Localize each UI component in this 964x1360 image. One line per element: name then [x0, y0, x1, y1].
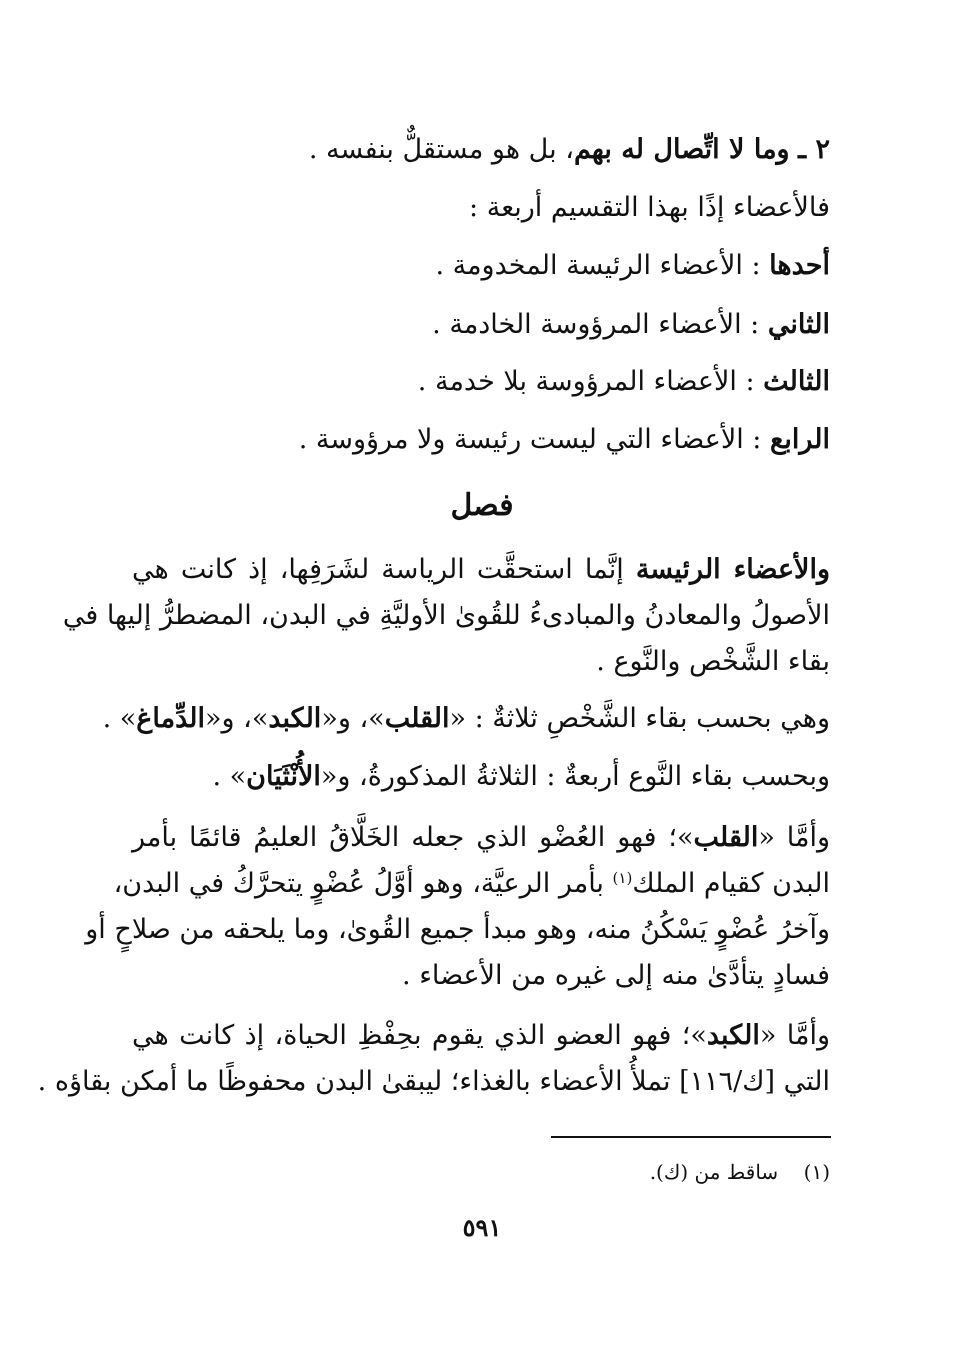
text-span: »، و« — [204, 703, 269, 734]
paragraph-line — [103, 705, 830, 732]
text-span: بقاء الشَّخْص والنَّوع . — [596, 646, 830, 677]
page-number: ٥٩١ — [462, 1213, 502, 1242]
text-span: وأمَّا « — [758, 822, 830, 853]
list-number: ٢ ـ — [798, 134, 830, 165]
text-line — [469, 194, 830, 221]
paragraph-line — [62, 600, 830, 631]
paragraph-line — [132, 824, 830, 851]
text-span: الأصولُ والمعادنُ والمبادىءُ للقُوىٰ الأوليَّةِ في البدن، المضطرُّ إليها في — [62, 600, 830, 631]
bold-term: الكبد — [706, 1020, 760, 1051]
text-span: فالأعضاء إذًا بهذا التقسيم أربعة : — [469, 192, 830, 223]
list-item-label: الرابع — [769, 424, 830, 455]
list-item-label: الثالث — [763, 366, 830, 397]
text-span: »؛ فهو العضو الذي يقوم بحِفْظِ الحياة، إذ كانت هي — [132, 1020, 707, 1051]
text-span: وأمَّا « — [759, 1020, 830, 1051]
footnote-text: ساقط من (ك). — [649, 1160, 779, 1184]
list-item — [299, 426, 830, 453]
paragraph-line — [132, 1022, 830, 1049]
text-span: »، و« — [321, 703, 385, 734]
text-span: فسادٍ يتأدَّىٰ منه إلى غيره من الأعضاء . — [402, 960, 830, 991]
list-item-text: : الأعضاء المرؤوسة الخادمة . — [432, 309, 768, 340]
bold-term: القلب — [693, 822, 759, 853]
text-span: وبحسب بقاء النَّوع أربعةٌ : الثلاثةُ المذكورةُ، و« — [320, 761, 830, 792]
paragraph-line — [113, 868, 830, 899]
bold-phrase: وما لا اتِّصال له بهم — [573, 134, 790, 165]
paragraph-line — [212, 763, 830, 790]
paragraph-line — [132, 556, 830, 583]
paragraph-line — [596, 648, 830, 675]
text-span: » . — [212, 761, 247, 792]
text-span: التي [ك/١١٦] تملأُ الأعضاء بالغذاء؛ ليبقىٰ البدن محفوظًا ما أمكن بقاؤه . — [37, 1066, 830, 1097]
list-item-text: : الأعضاء الرئيسة المخدومة . — [435, 250, 770, 281]
list-item-label: الثاني — [767, 309, 830, 340]
bold-term: الكبد — [268, 703, 322, 734]
text-span: وهي بحسب بقاء الشَّخْصِ ثلاثةٌ : « — [449, 703, 830, 734]
list-item-text: : الأعضاء التي ليست رئيسة ولا مرؤوسة . — [298, 424, 770, 455]
text-span: وآخرُ عُضْوٍ يَسْكُنُ منه، وهو مبدأ جميع القُوىٰ، وما يلحقه من صلاحٍ أو — [85, 914, 830, 945]
text-span: بأمر الرعيَّة، وهو أوَّلُ عُضْوٍ يتحرَّكُ في البدن، — [113, 868, 613, 899]
bold-phrase: والأعضاء الرئيسة — [635, 554, 830, 585]
text-span: » . — [102, 703, 137, 734]
list-item-text: : الأعضاء المرؤوسة بلا خدمة . — [417, 366, 764, 397]
paragraph-line — [85, 914, 830, 945]
list-item — [418, 368, 830, 395]
list-item-label: أحدها — [769, 250, 830, 281]
list-item — [435, 252, 830, 279]
text-span: ، بل هو مستقلٌّ بنفسه . — [308, 134, 574, 165]
bold-term: الدِّماغ — [136, 703, 205, 734]
bold-term: الأُنْثَيَان — [246, 761, 321, 792]
footnote-divider — [551, 1136, 831, 1138]
paragraph-line — [38, 1068, 830, 1095]
list-item — [432, 311, 830, 338]
text-span: »؛ فهو العُضْو الذي جعله الخَلَّاقُ العليمُ قائمًا بأمر — [132, 822, 694, 853]
footnote — [650, 1162, 830, 1182]
text-line — [309, 136, 830, 163]
footnote-ref: (١) — [612, 869, 633, 887]
text-span: البدن كقيام الملك — [632, 868, 830, 899]
text-span: إنَّما استحقَّت الرياسة لشَرَفِها، إذ كانت هي — [132, 554, 636, 585]
paragraph-line — [402, 962, 830, 989]
bold-term: القلب — [384, 703, 450, 734]
footnote-marker: (١) — [803, 1160, 830, 1184]
section-heading: فصل — [450, 488, 514, 523]
